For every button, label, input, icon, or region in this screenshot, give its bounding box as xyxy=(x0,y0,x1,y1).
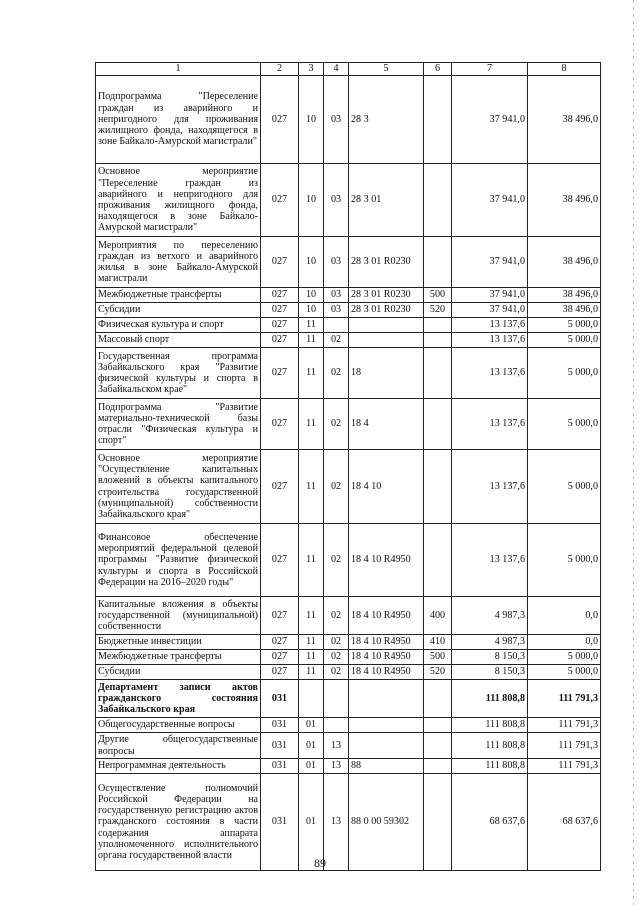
section-code-cell: 10 xyxy=(299,164,324,237)
target-article-cell xyxy=(349,333,424,348)
subsection-code-cell xyxy=(324,318,349,333)
row-name-cell: Основное мероприятие "Переселение граждан из аварийного и непригодного для проживания жилищного фонда, находящегося в зоне Байкало-Амурской магистрали" xyxy=(96,164,261,237)
admin-code-cell: 031 xyxy=(261,774,299,871)
table-row xyxy=(96,333,601,348)
amount-col7-cell: 37 941,0 xyxy=(452,237,528,288)
expense-type-cell xyxy=(424,348,452,399)
target-article-cell xyxy=(349,318,424,333)
amount-col7-cell: 68 637,6 xyxy=(452,774,528,871)
admin-code-cell: 027 xyxy=(261,399,299,450)
section-code-cell: 11 xyxy=(299,597,324,635)
row-name-cell: Подпрограмма "Развитие материально-технической базы отрасли "Физическая культура и спорт" xyxy=(96,399,261,450)
table-row xyxy=(96,635,601,650)
target-article-cell: 28 3 xyxy=(349,76,424,164)
amount-col7-cell: 13 137,6 xyxy=(452,450,528,524)
amount-col8-cell: 68 637,6 xyxy=(528,774,601,871)
amount-col8-cell: 38 496,0 xyxy=(528,288,601,303)
amount-col8-cell: 38 496,0 xyxy=(528,303,601,318)
section-code-cell: 11 xyxy=(299,399,324,450)
row-name-cell: Непрограммная деятельность xyxy=(96,759,261,774)
section-code-cell: 11 xyxy=(299,450,324,524)
admin-code-cell: 027 xyxy=(261,164,299,237)
amount-col7-cell: 13 137,6 xyxy=(452,348,528,399)
target-article-cell: 18 4 10 R4950 xyxy=(349,635,424,650)
section-code-cell: 10 xyxy=(299,303,324,318)
amount-col8-cell: 5 000,0 xyxy=(528,318,601,333)
section-code-cell: 01 xyxy=(299,733,324,759)
subsection-code-cell: 02 xyxy=(324,597,349,635)
section-code-cell: 10 xyxy=(299,76,324,164)
amount-col8-cell: 111 791,3 xyxy=(528,733,601,759)
table-row xyxy=(96,164,601,237)
admin-code-cell: 027 xyxy=(261,333,299,348)
row-name-cell: Капитальные вложения в объекты государственной (муниципальной) собственности xyxy=(96,597,261,635)
target-article-cell: 88 xyxy=(349,759,424,774)
table-row xyxy=(96,759,601,774)
amount-col8-cell: 0,0 xyxy=(528,635,601,650)
subsection-code-cell: 02 xyxy=(324,524,349,597)
amount-col8-cell: 0,0 xyxy=(528,597,601,635)
subsection-code-cell: 03 xyxy=(324,76,349,164)
amount-col7-cell: 4 987,3 xyxy=(452,635,528,650)
section-code-cell: 11 xyxy=(299,333,324,348)
subsection-code-cell: 13 xyxy=(324,759,349,774)
section-code-cell: 11 xyxy=(299,650,324,665)
amount-col7-cell: 13 137,6 xyxy=(452,318,528,333)
subsection-code-cell: 03 xyxy=(324,288,349,303)
amount-col8-cell: 5 000,0 xyxy=(528,650,601,665)
amount-col7-cell: 37 941,0 xyxy=(452,164,528,237)
amount-col8-cell: 5 000,0 xyxy=(528,348,601,399)
amount-col8-cell: 38 496,0 xyxy=(528,237,601,288)
amount-col7-cell: 111 808,8 xyxy=(452,680,528,718)
expense-type-cell xyxy=(424,680,452,718)
table-row xyxy=(96,237,601,288)
column-header: 4 xyxy=(324,63,349,76)
table-row xyxy=(96,318,601,333)
target-article-cell: 18 4 10 R4950 xyxy=(349,665,424,680)
target-article-cell: 18 4 10 R4950 xyxy=(349,597,424,635)
admin-code-cell: 027 xyxy=(261,76,299,164)
column-header: 7 xyxy=(452,63,528,76)
section-code-cell: 01 xyxy=(299,774,324,871)
subsection-code-cell: 13 xyxy=(324,733,349,759)
amount-col7-cell: 13 137,6 xyxy=(452,333,528,348)
amount-col7-cell: 37 941,0 xyxy=(452,303,528,318)
target-article-cell: 18 xyxy=(349,348,424,399)
expense-type-cell xyxy=(424,733,452,759)
page-number: 89 xyxy=(314,856,326,870)
row-name-cell: Субсидии xyxy=(96,303,261,318)
target-article-cell: 28 3 01 R0230 xyxy=(349,303,424,318)
row-name-cell: Физическая культура и спорт xyxy=(96,318,261,333)
table-row xyxy=(96,680,601,718)
row-name-cell: Финансовое обеспечение мероприятий федеральной целевой программы "Развитие физической культуры и спорта в Российской Федерации на 2016–2020 годы" xyxy=(96,524,261,597)
row-name-cell: Осуществление полномочий Российской Федерации на государственную регистрацию актов гражданского состояния в части содержания аппарата уполномоченного исполнительного органа государственной власти xyxy=(96,774,261,871)
admin-code-cell: 027 xyxy=(261,597,299,635)
amount-col7-cell: 37 941,0 xyxy=(452,288,528,303)
subsection-code-cell: 02 xyxy=(324,333,349,348)
table-row xyxy=(96,76,601,164)
amount-col7-cell: 8 150,3 xyxy=(452,665,528,680)
expense-type-cell xyxy=(424,237,452,288)
amount-col8-cell: 38 496,0 xyxy=(528,76,601,164)
amount-col8-cell: 5 000,0 xyxy=(528,333,601,348)
expense-type-cell xyxy=(424,718,452,733)
column-header: 1 xyxy=(96,63,261,76)
expense-type-cell: 520 xyxy=(424,303,452,318)
target-article-cell: 88 0 00 59302 xyxy=(349,774,424,871)
subsection-code-cell: 02 xyxy=(324,665,349,680)
expense-type-cell xyxy=(424,76,452,164)
table-row xyxy=(96,733,601,759)
table-row xyxy=(96,718,601,733)
table-row xyxy=(96,399,601,450)
subsection-code-cell: 03 xyxy=(324,303,349,318)
section-code-cell: 11 xyxy=(299,348,324,399)
section-code-cell: 11 xyxy=(299,635,324,650)
admin-code-cell: 027 xyxy=(261,524,299,597)
row-name-cell: Массовый спорт xyxy=(96,333,261,348)
table-row xyxy=(96,348,601,399)
amount-col7-cell: 13 137,6 xyxy=(452,524,528,597)
admin-code-cell: 027 xyxy=(261,237,299,288)
subsection-code-cell xyxy=(324,718,349,733)
expense-type-cell xyxy=(424,524,452,597)
admin-code-cell: 027 xyxy=(261,318,299,333)
target-article-cell: 28 3 01 R0230 xyxy=(349,237,424,288)
amount-col7-cell: 111 808,8 xyxy=(452,718,528,733)
table-row xyxy=(96,650,601,665)
amount-col7-cell: 13 137,6 xyxy=(452,399,528,450)
admin-code-cell: 031 xyxy=(261,680,299,718)
amount-col7-cell: 111 808,8 xyxy=(452,759,528,774)
row-name-cell: Мероприятия по переселению граждан из ветхого и аварийного жилья в зоне Байкало-Амурской магистрали xyxy=(96,237,261,288)
expense-type-cell: 500 xyxy=(424,650,452,665)
amount-col7-cell: 111 808,8 xyxy=(452,733,528,759)
admin-code-cell: 027 xyxy=(261,665,299,680)
admin-code-cell: 031 xyxy=(261,718,299,733)
table-header-row xyxy=(96,63,601,76)
amount-col8-cell: 5 000,0 xyxy=(528,450,601,524)
row-name-cell: Основное мероприятие "Осуществление капитальных вложений в объекты капитального строительства государственной (муниципальной) собственности Забайкальского края" xyxy=(96,450,261,524)
amount-col8-cell: 5 000,0 xyxy=(528,524,601,597)
admin-code-cell: 027 xyxy=(261,303,299,318)
admin-code-cell: 027 xyxy=(261,650,299,665)
subsection-code-cell: 03 xyxy=(324,237,349,288)
row-name-cell: Бюджетные инвестиции xyxy=(96,635,261,650)
target-article-cell: 28 3 01 R0230 xyxy=(349,288,424,303)
expense-type-cell xyxy=(424,759,452,774)
amount-col8-cell: 5 000,0 xyxy=(528,399,601,450)
column-header: 2 xyxy=(261,63,299,76)
target-article-cell: 28 3 01 xyxy=(349,164,424,237)
row-name-cell: Департамент записи актов гражданского состояния Забайкальского края xyxy=(96,680,261,718)
table-row xyxy=(96,303,601,318)
amount-col8-cell: 111 791,3 xyxy=(528,759,601,774)
table-body xyxy=(96,76,601,871)
amount-col8-cell: 5 000,0 xyxy=(528,665,601,680)
table-row xyxy=(96,524,601,597)
row-name-cell: Субсидии xyxy=(96,665,261,680)
subsection-code-cell: 02 xyxy=(324,635,349,650)
expense-type-cell xyxy=(424,318,452,333)
amount-col8-cell: 111 791,3 xyxy=(528,680,601,718)
row-name-cell: Межбюджетные трансферты xyxy=(96,288,261,303)
target-article-cell xyxy=(349,718,424,733)
section-code-cell: 01 xyxy=(299,718,324,733)
subsection-code-cell: 03 xyxy=(324,164,349,237)
amount-col8-cell: 111 791,3 xyxy=(528,718,601,733)
table-row xyxy=(96,288,601,303)
admin-code-cell: 027 xyxy=(261,635,299,650)
target-article-cell: 18 4 10 xyxy=(349,450,424,524)
table-row xyxy=(96,665,601,680)
section-code-cell: 10 xyxy=(299,288,324,303)
target-article-cell: 18 4 10 R4950 xyxy=(349,524,424,597)
section-code-cell: 11 xyxy=(299,524,324,597)
amount-col8-cell: 38 496,0 xyxy=(528,164,601,237)
expense-type-cell xyxy=(424,164,452,237)
section-code-cell: 11 xyxy=(299,665,324,680)
expense-type-cell: 500 xyxy=(424,288,452,303)
target-article-cell: 18 4 xyxy=(349,399,424,450)
subsection-code-cell xyxy=(324,680,349,718)
subsection-code-cell: 02 xyxy=(324,348,349,399)
column-header: 8 xyxy=(528,63,601,76)
section-code-cell: 10 xyxy=(299,237,324,288)
target-article-cell xyxy=(349,733,424,759)
table-row xyxy=(96,597,601,635)
admin-code-cell: 031 xyxy=(261,759,299,774)
section-code-cell xyxy=(299,680,324,718)
expense-type-cell: 410 xyxy=(424,635,452,650)
section-code-cell: 11 xyxy=(299,318,324,333)
amount-col7-cell: 37 941,0 xyxy=(452,76,528,164)
page-edge-shadow xyxy=(633,0,634,905)
admin-code-cell: 027 xyxy=(261,288,299,303)
column-header: 6 xyxy=(424,63,452,76)
expense-type-cell xyxy=(424,450,452,524)
table-row xyxy=(96,450,601,524)
row-name-cell: Подпрограмма "Переселение граждан из аварийного и непригодного для проживания жилищного фонда, находящегося в зоне Байкало-Амурской магистрали" xyxy=(96,76,261,164)
admin-code-cell: 027 xyxy=(261,450,299,524)
expense-type-cell: 520 xyxy=(424,665,452,680)
section-code-cell: 01 xyxy=(299,759,324,774)
subsection-code-cell: 13 xyxy=(324,774,349,871)
expense-type-cell xyxy=(424,333,452,348)
subsection-code-cell: 02 xyxy=(324,650,349,665)
budget-table xyxy=(95,62,601,871)
column-header: 5 xyxy=(349,63,424,76)
subsection-code-cell: 02 xyxy=(324,399,349,450)
amount-col7-cell: 8 150,3 xyxy=(452,650,528,665)
subsection-code-cell: 02 xyxy=(324,450,349,524)
row-name-cell: Другие общегосударственные вопросы xyxy=(96,733,261,759)
row-name-cell: Государственная программа Забайкальского края "Развитие физической культуры и спорта в Забайкальском крае" xyxy=(96,348,261,399)
admin-code-cell: 027 xyxy=(261,348,299,399)
expense-type-cell: 400 xyxy=(424,597,452,635)
row-name-cell: Общегосударственные вопросы xyxy=(96,718,261,733)
row-name-cell: Межбюджетные трансферты xyxy=(96,650,261,665)
target-article-cell: 18 4 10 R4950 xyxy=(349,650,424,665)
expense-type-cell xyxy=(424,399,452,450)
amount-col7-cell: 4 987,3 xyxy=(452,597,528,635)
column-header: 3 xyxy=(299,63,324,76)
admin-code-cell: 031 xyxy=(261,733,299,759)
target-article-cell xyxy=(349,680,424,718)
